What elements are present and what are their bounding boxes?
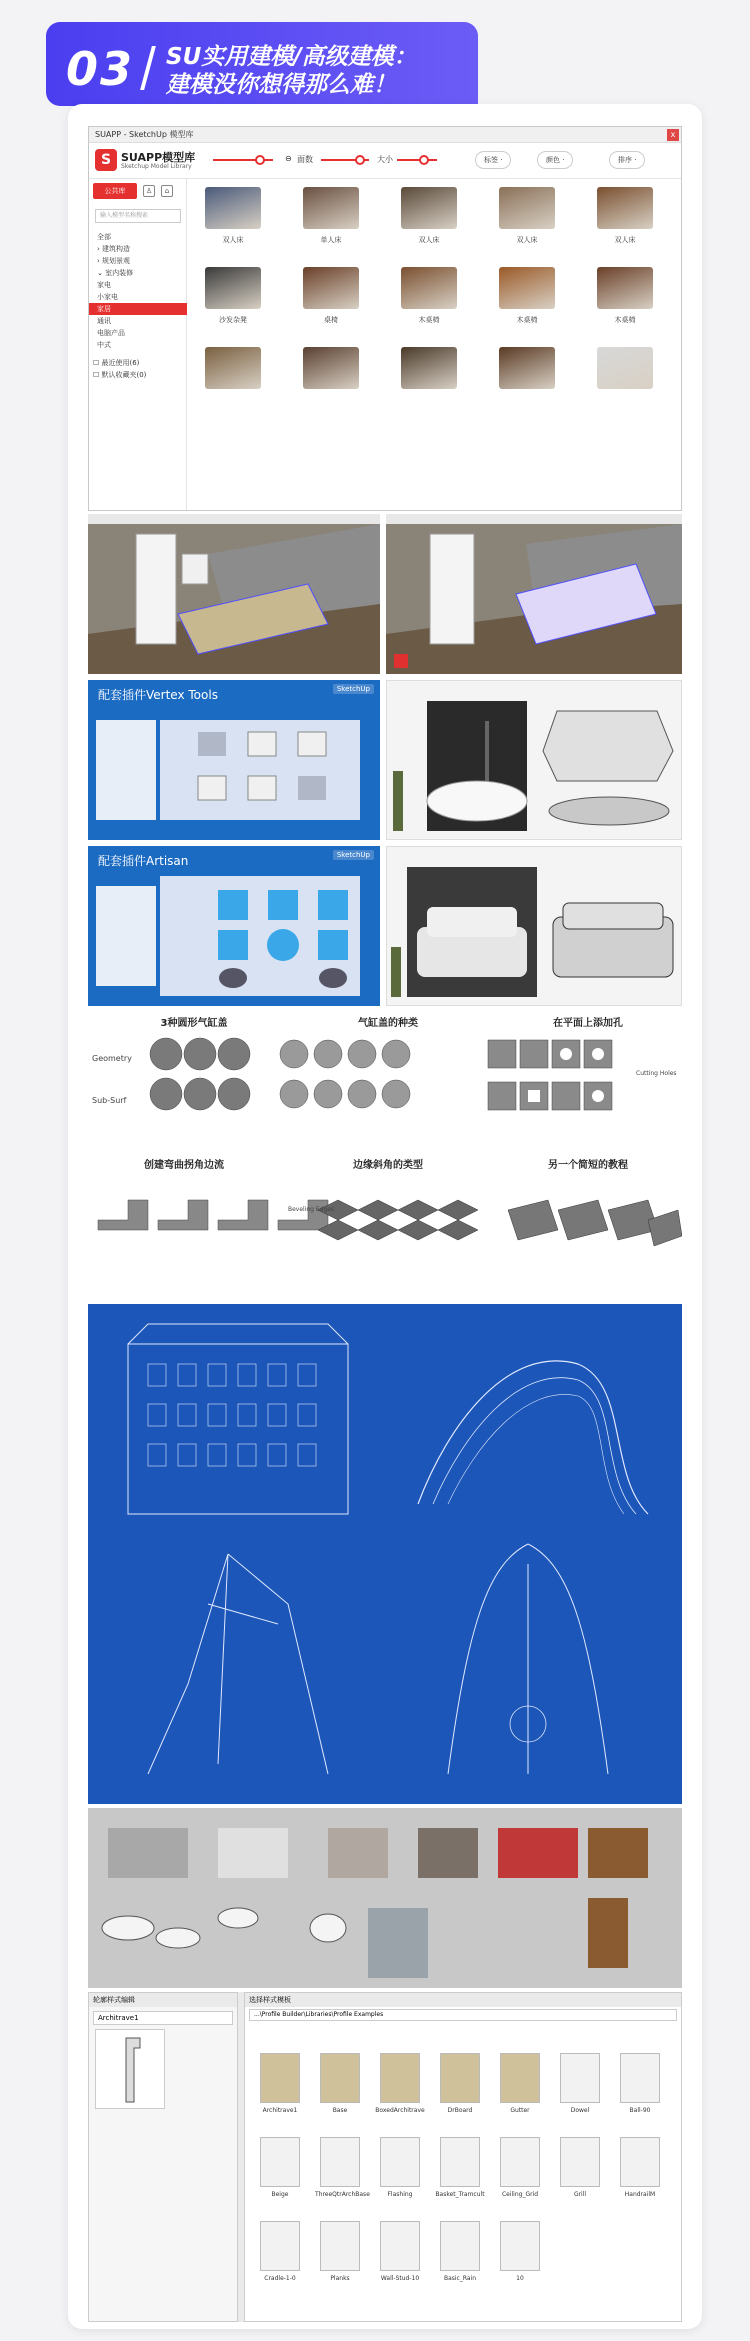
profile-thumb[interactable] [255, 2053, 305, 2125]
profile-thumb[interactable] [375, 2053, 425, 2125]
minus-icon[interactable]: ⊖ [285, 154, 292, 163]
section-title-line2: 建模没你想得那么难！ [166, 72, 396, 98]
model-thumbnail[interactable] [191, 183, 275, 249]
profile-thumb-label: Beige [271, 2191, 289, 2198]
model-thumbnail[interactable] [583, 183, 667, 249]
profile-thumb[interactable] [495, 2137, 545, 2209]
window-title: SUAPP - SketchUp 模型库 [95, 130, 194, 139]
profile-thumb-image [500, 2221, 540, 2271]
section-header [0, 0, 750, 110]
model-preview-image [303, 267, 359, 309]
profile-thumb[interactable] [435, 2221, 485, 2293]
profile-thumb-label: 10 [516, 2275, 524, 2282]
profile-thumb-label: Grill [573, 2191, 587, 2198]
profile-thumb[interactable] [375, 2137, 425, 2209]
category-sidebar [89, 179, 187, 510]
model-preview-image [205, 187, 261, 229]
profile-thumb-image [620, 2137, 660, 2187]
profile-thumb-image [380, 2137, 420, 2187]
profile-thumb[interactable] [495, 2053, 545, 2125]
model-thumbnail[interactable] [485, 183, 569, 249]
model-thumbnail[interactable] [583, 343, 667, 409]
sofa-model-graphic [387, 847, 682, 1006]
model-thumbnail[interactable] [485, 263, 569, 329]
recent-used-item[interactable]: ☐ 最近使用(6) [93, 359, 140, 367]
profile-thumb[interactable] [315, 2137, 370, 2209]
vertex-tools-title: 配套插件Vertex Tools [98, 688, 218, 702]
profile-thumb-image [620, 2053, 660, 2103]
profile-thumb-image [380, 2221, 420, 2271]
profile-thumb[interactable] [435, 2137, 485, 2209]
doc-title-3: 在平面上添加孔 [553, 1018, 623, 1029]
profile-thumb-image [320, 2137, 360, 2187]
profile-thumb-image [320, 2221, 360, 2271]
profile-thumb-image [500, 2053, 540, 2103]
slider-track-3 [397, 159, 437, 161]
category-tree-item[interactable]: › 建筑构造 [97, 245, 131, 253]
slider-knob-1[interactable] [255, 155, 265, 165]
profile-thumb[interactable] [315, 2053, 365, 2125]
profile-thumb-label: Basket_Tramcult [435, 2191, 485, 2198]
category-tree-item[interactable]: 中式 [97, 341, 111, 349]
profile-thumb-label: Architrave1 [262, 2107, 298, 2114]
vertex-tools-graphic [88, 680, 380, 840]
tag-dropdown[interactable] [475, 151, 511, 169]
model-preview-image [499, 187, 555, 229]
geometry-label: Geometry [92, 1054, 132, 1063]
doc-title-2: 气缸盖的种类 [358, 1018, 418, 1029]
doc-title-4: 创建弯曲拐角边流 [144, 1160, 224, 1171]
model-label: 双人床 [222, 236, 244, 244]
profile-thumb[interactable] [435, 2053, 485, 2125]
category-tree-item[interactable]: › 规划景观 [97, 257, 131, 265]
model-preview-image [597, 187, 653, 229]
model-thumbnail[interactable] [387, 343, 471, 409]
logo-title: SUAPP模型库 [121, 151, 196, 164]
viewport-screenshot-2 [386, 514, 682, 674]
category-tree-item[interactable]: 全部 [97, 233, 111, 241]
slider-knob-2[interactable] [355, 155, 365, 165]
model-preview-image [401, 347, 457, 389]
profile-thumb-label: BoxedArchitrave [375, 2107, 425, 2114]
model-preview-image [597, 347, 653, 389]
model-thumbnail[interactable] [289, 183, 373, 249]
profile-thumb-image [560, 2137, 600, 2187]
window-titlebar [89, 127, 681, 143]
model-label: 桌椅 [324, 316, 338, 324]
artisan-panel [88, 846, 380, 1006]
profile-thumb-label: Ceiling_Grid [501, 2191, 539, 2198]
model-thumbnail[interactable] [583, 263, 667, 329]
favorites-item[interactable]: ☐ 默认收藏夹(0) [93, 371, 147, 379]
viewport-2-graphic [386, 514, 682, 674]
model-label: 木桌椅 [614, 316, 636, 324]
profile-thumb-image [380, 2053, 420, 2103]
profile-shape-graphic [96, 2030, 166, 2110]
model-library-window [88, 126, 682, 511]
section-title-line1: SU实用建模/高级建模： [166, 44, 417, 70]
model-preview-image [205, 347, 261, 389]
model-preview-image [401, 187, 457, 229]
artisan-graphic [88, 846, 380, 1006]
profile-thumb-label: Ball-90 [629, 2107, 651, 2114]
model-thumbnail[interactable] [387, 183, 471, 249]
profile-thumb[interactable] [375, 2221, 425, 2293]
category-tree-item[interactable]: 小家电 [97, 293, 118, 301]
user-icon[interactable]: ♙ [143, 185, 155, 197]
model-label: 单人床 [320, 236, 342, 244]
model-thumbnail[interactable] [191, 343, 275, 409]
size-label: 大小 [377, 155, 393, 164]
model-thumbnail[interactable] [289, 263, 373, 329]
artisan-example [386, 846, 682, 1006]
category-tree [89, 231, 187, 381]
subsurf-label: Sub-Surf [92, 1096, 127, 1105]
profile-thumb-label: Planks [330, 2275, 350, 2282]
profile-editor-window [88, 1992, 238, 2322]
home-icon[interactable]: ⌂ [161, 185, 173, 197]
profile-thumb-label: HandrailM [624, 2191, 656, 2198]
blueprint-panel [88, 1304, 682, 1804]
category-tree-item[interactable]: 电脑产品 [97, 329, 125, 337]
vertex-tools-example [386, 680, 682, 840]
profile-thumb[interactable] [255, 2137, 305, 2209]
profile-thumb-label: Dowel [570, 2107, 590, 2114]
sort-dropdown-label: 排序 · [618, 156, 637, 164]
profile-thumb-label: Base [332, 2107, 348, 2114]
model-preview-image [597, 267, 653, 309]
doc-title-1: 3种圆形气缸盖 [160, 1018, 228, 1029]
model-preview-image [401, 267, 457, 309]
profile-thumb-label: DrBoard [447, 2107, 473, 2114]
category-tree-item[interactable]: ⌄ 室内装修 [97, 269, 134, 277]
interior-models-panel [88, 1808, 682, 1988]
profile-thumb-image [320, 2053, 360, 2103]
model-preview-image [499, 267, 555, 309]
category-tree-item[interactable]: 家电 [97, 281, 111, 289]
slider-knob-3[interactable] [419, 155, 429, 165]
profile-thumb[interactable] [555, 2137, 605, 2209]
viewport-1-graphic [88, 514, 380, 674]
facecount-label: 面数 [297, 155, 313, 164]
profile-thumb-image [500, 2137, 540, 2187]
profile-library-window [244, 1992, 682, 2322]
model-thumbnail[interactable] [191, 263, 275, 329]
profile-thumb-grid [245, 2053, 682, 2313]
profile-name-field[interactable]: Architrave1 [93, 2011, 233, 2025]
artisan-title: 配套插件Artisan [98, 854, 189, 868]
profile-thumb-image [260, 2221, 300, 2271]
model-thumbnail[interactable] [387, 263, 471, 329]
profile-thumb-image [260, 2137, 300, 2187]
sink-model-graphic [387, 681, 682, 840]
profile-thumb-label: Basic_Rain [443, 2275, 477, 2282]
suapp-logo-icon: S [95, 149, 117, 171]
profile-editor-title: 轮廓样式编辑 [89, 1993, 237, 2007]
profile-library-title: 选择样式模板 [245, 1993, 681, 2007]
bevel-edges-label: Beveling Edges [288, 1206, 335, 1213]
color-dropdown-label: 颜色 · [546, 156, 565, 164]
model-label: 双人床 [614, 236, 636, 244]
profile-thumb-image [440, 2221, 480, 2271]
profile-thumb-label: Cradle-1-0 [264, 2275, 296, 2282]
model-thumbnail[interactable] [289, 343, 373, 409]
doc-title-5: 边缘斜角的类型 [353, 1160, 423, 1171]
tutorial-doc-panel [88, 1010, 682, 1300]
model-thumbnail[interactable] [485, 343, 569, 409]
profile-thumb-image [440, 2137, 480, 2187]
tutorial-graphics [88, 1010, 682, 1300]
sketchup-badge: SketchUp [333, 684, 374, 694]
profile-builder-panel [88, 1992, 682, 2322]
profile-thumb-label: ThreeQtrArchBase [315, 2191, 370, 2198]
tag-dropdown-label: 标签 · [484, 156, 503, 164]
viewport-screenshot-1 [88, 514, 380, 674]
model-preview-image [303, 347, 359, 389]
model-label: 双人床 [516, 236, 538, 244]
profile-thumb-image [560, 2053, 600, 2103]
model-search-input[interactable]: 输入模型名称搜索 [95, 209, 181, 223]
sketchup-badge-2: SketchUp [333, 850, 374, 860]
profile-thumb[interactable] [555, 2053, 605, 2125]
model-label: 木桌椅 [516, 316, 538, 324]
logo-subtitle: Sketchup Model Library [121, 163, 192, 170]
profile-thumb-image [440, 2053, 480, 2103]
public-library-button[interactable]: 公共库 [93, 183, 137, 199]
profile-thumb[interactable] [495, 2221, 545, 2293]
category-tree-item[interactable]: 家居 [89, 303, 187, 315]
library-toolbar [89, 143, 681, 179]
profile-preview [95, 2029, 165, 2109]
profile-thumb-label: Wall-Stud-10 [380, 2275, 420, 2282]
model-preview-image [303, 187, 359, 229]
category-tree-item[interactable]: 通讯 [97, 317, 111, 325]
profile-thumb[interactable] [615, 2053, 665, 2125]
profile-path-field[interactable]: ...\Profile Builder\Libraries\Profile Examples [249, 2009, 677, 2021]
section-number: 03 [66, 42, 135, 96]
interior-models-graphic [88, 1808, 682, 1988]
profile-thumb[interactable] [255, 2221, 305, 2293]
profile-thumb-label: Gutter [510, 2107, 530, 2114]
vertex-tools-panel [88, 680, 380, 840]
doc-title-6: 另一个简短的教程 [548, 1160, 628, 1171]
model-label: 沙发杂凳 [219, 316, 247, 324]
cutting-holes-label: Cutting Holes [636, 1070, 677, 1077]
profile-thumb-label: Flashing [387, 2191, 413, 2198]
close-icon[interactable]: x [667, 129, 679, 141]
sort-dropdown[interactable] [609, 151, 645, 169]
profile-thumb[interactable] [615, 2137, 665, 2209]
color-dropdown[interactable] [537, 151, 573, 169]
profile-thumb[interactable] [315, 2221, 365, 2293]
blueprint-graphics [88, 1304, 682, 1804]
model-preview-image [499, 347, 555, 389]
profile-thumb-image [260, 2053, 300, 2103]
model-label: 木桌椅 [418, 316, 440, 324]
model-preview-image [205, 267, 261, 309]
model-label: 双人床 [418, 236, 440, 244]
